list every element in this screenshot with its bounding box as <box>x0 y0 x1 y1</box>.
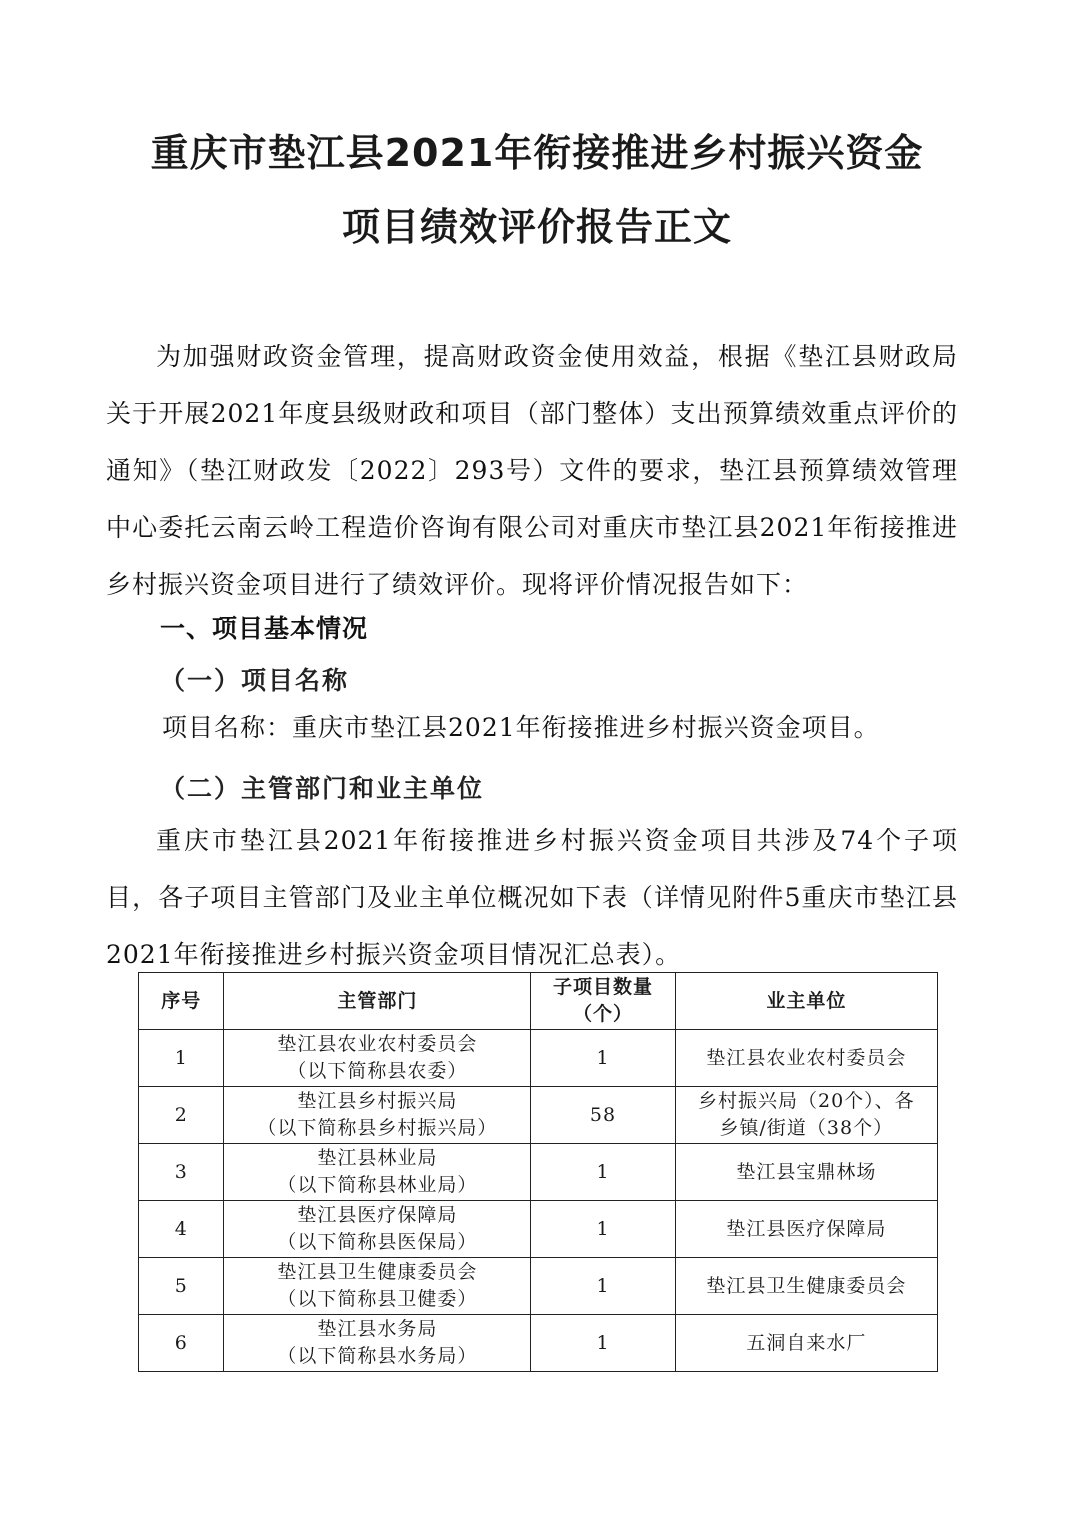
cell-count: 1 <box>531 1030 675 1087</box>
cell-no: 2 <box>139 1087 224 1144</box>
table-header-row <box>139 973 938 1030</box>
departments-paragraph: 重庆市垫江县2021年衔接推进乡村振兴资金项目共涉及74个子项目，各子项目主管部门及业主单位概况如下表（详情见附件5重庆市垫江县2021年衔接推进乡村振兴资金项目情况汇总表）。 <box>106 826 958 969</box>
cell-no: 3 <box>139 1144 224 1201</box>
cell-count: 58 <box>531 1087 675 1144</box>
department-name: 垫江县乡村振兴局 <box>297 1090 458 1112</box>
subheading-project-name: （一）项目名称 <box>160 666 350 695</box>
table-row <box>139 1258 938 1315</box>
cell-owner <box>675 1087 937 1144</box>
department-abbr: （以下简称县医保局） <box>277 1231 478 1253</box>
department-abbr: （以下简称县乡村振兴局） <box>257 1117 498 1139</box>
owner-line1: 五洞自来水厂 <box>746 1331 867 1354</box>
owner-line1: 垫江县医疗保障局 <box>726 1217 887 1240</box>
report-title-line2: 项目绩效评价报告正文 <box>341 205 732 249</box>
cell-count: 1 <box>531 1201 675 1258</box>
department-abbr: （以下简称县水务局） <box>277 1345 478 1367</box>
owner-line1: 垫江县宝鼎林场 <box>736 1160 877 1183</box>
department-name: 垫江县水务局 <box>317 1318 438 1340</box>
table-row <box>139 1087 938 1144</box>
table-row <box>139 1030 938 1087</box>
cell-department <box>224 1258 531 1315</box>
cell-owner <box>675 1258 937 1315</box>
header-count-line1: 子项目数量 <box>553 976 654 998</box>
table-row <box>139 1201 938 1258</box>
header-count-line2: （个） <box>573 1003 634 1025</box>
cell-no: 1 <box>139 1030 224 1087</box>
cell-count: 1 <box>531 1258 675 1315</box>
header-no: 序号 <box>139 973 224 1030</box>
cell-no: 4 <box>139 1201 224 1258</box>
department-owner-table <box>138 972 938 1372</box>
table-row <box>139 1315 938 1372</box>
department-abbr: （以下简称县卫健委） <box>277 1288 478 1310</box>
cell-owner <box>675 1030 937 1087</box>
subheading-departments: （二）主管部门和业主单位 <box>160 774 485 803</box>
section-heading-basic-info: 一、项目基本情况 <box>160 614 369 643</box>
department-name: 垫江县医疗保障局 <box>297 1204 458 1226</box>
department-name: 垫江县林业局 <box>317 1147 438 1169</box>
header-owner: 业主单位 <box>675 973 937 1030</box>
cell-department <box>224 1144 531 1201</box>
cell-department <box>224 1315 531 1372</box>
cell-count: 1 <box>531 1315 675 1372</box>
owner-line2: 乡镇/街道（38个） <box>719 1117 894 1139</box>
cell-department <box>224 1030 531 1087</box>
intro-paragraph: 为加强财政资金管理，提高财政资金使用效益，根据《垫江县财政局关于开展2021年度县级财政和项目（部门整体）支出预算绩效重点评价的通知》（垫江财政发〔2022〕293号）文件的要求，垫江县预算绩效管理中心委托云南云岭工程造价咨询有限公司对重庆市垫江县2021年衔接推进乡村振兴资金项目进行了绩效评价。现将评价情况报告如下： <box>106 342 958 599</box>
report-title-line1: 重庆市垫江县2021年衔接推进乡村振兴资金 <box>150 131 924 175</box>
table-row <box>139 1144 938 1201</box>
cell-department <box>224 1201 531 1258</box>
cell-department <box>224 1087 531 1144</box>
owner-line1: 垫江县农业农村委员会 <box>706 1046 907 1069</box>
owner-line1: 垫江县卫生健康委员会 <box>706 1274 907 1297</box>
project-name-paragraph: 项目名称：重庆市垫江县2021年衔接推进乡村振兴资金项目。 <box>162 713 880 742</box>
department-abbr: （以下简称县林业局） <box>277 1174 478 1196</box>
department-abbr: （以下简称县农委） <box>287 1060 468 1082</box>
department-name: 垫江县卫生健康委员会 <box>277 1261 478 1283</box>
cell-owner <box>675 1315 937 1372</box>
department-name: 垫江县农业农村委员会 <box>277 1033 478 1055</box>
owner-line1: 乡村振兴局（20个）、各 <box>697 1090 915 1112</box>
header-count <box>531 973 675 1030</box>
cell-owner <box>675 1201 937 1258</box>
cell-no: 5 <box>139 1258 224 1315</box>
header-department: 主管部门 <box>224 973 531 1030</box>
cell-owner <box>675 1144 937 1201</box>
cell-count: 1 <box>531 1144 675 1201</box>
cell-no: 6 <box>139 1315 224 1372</box>
